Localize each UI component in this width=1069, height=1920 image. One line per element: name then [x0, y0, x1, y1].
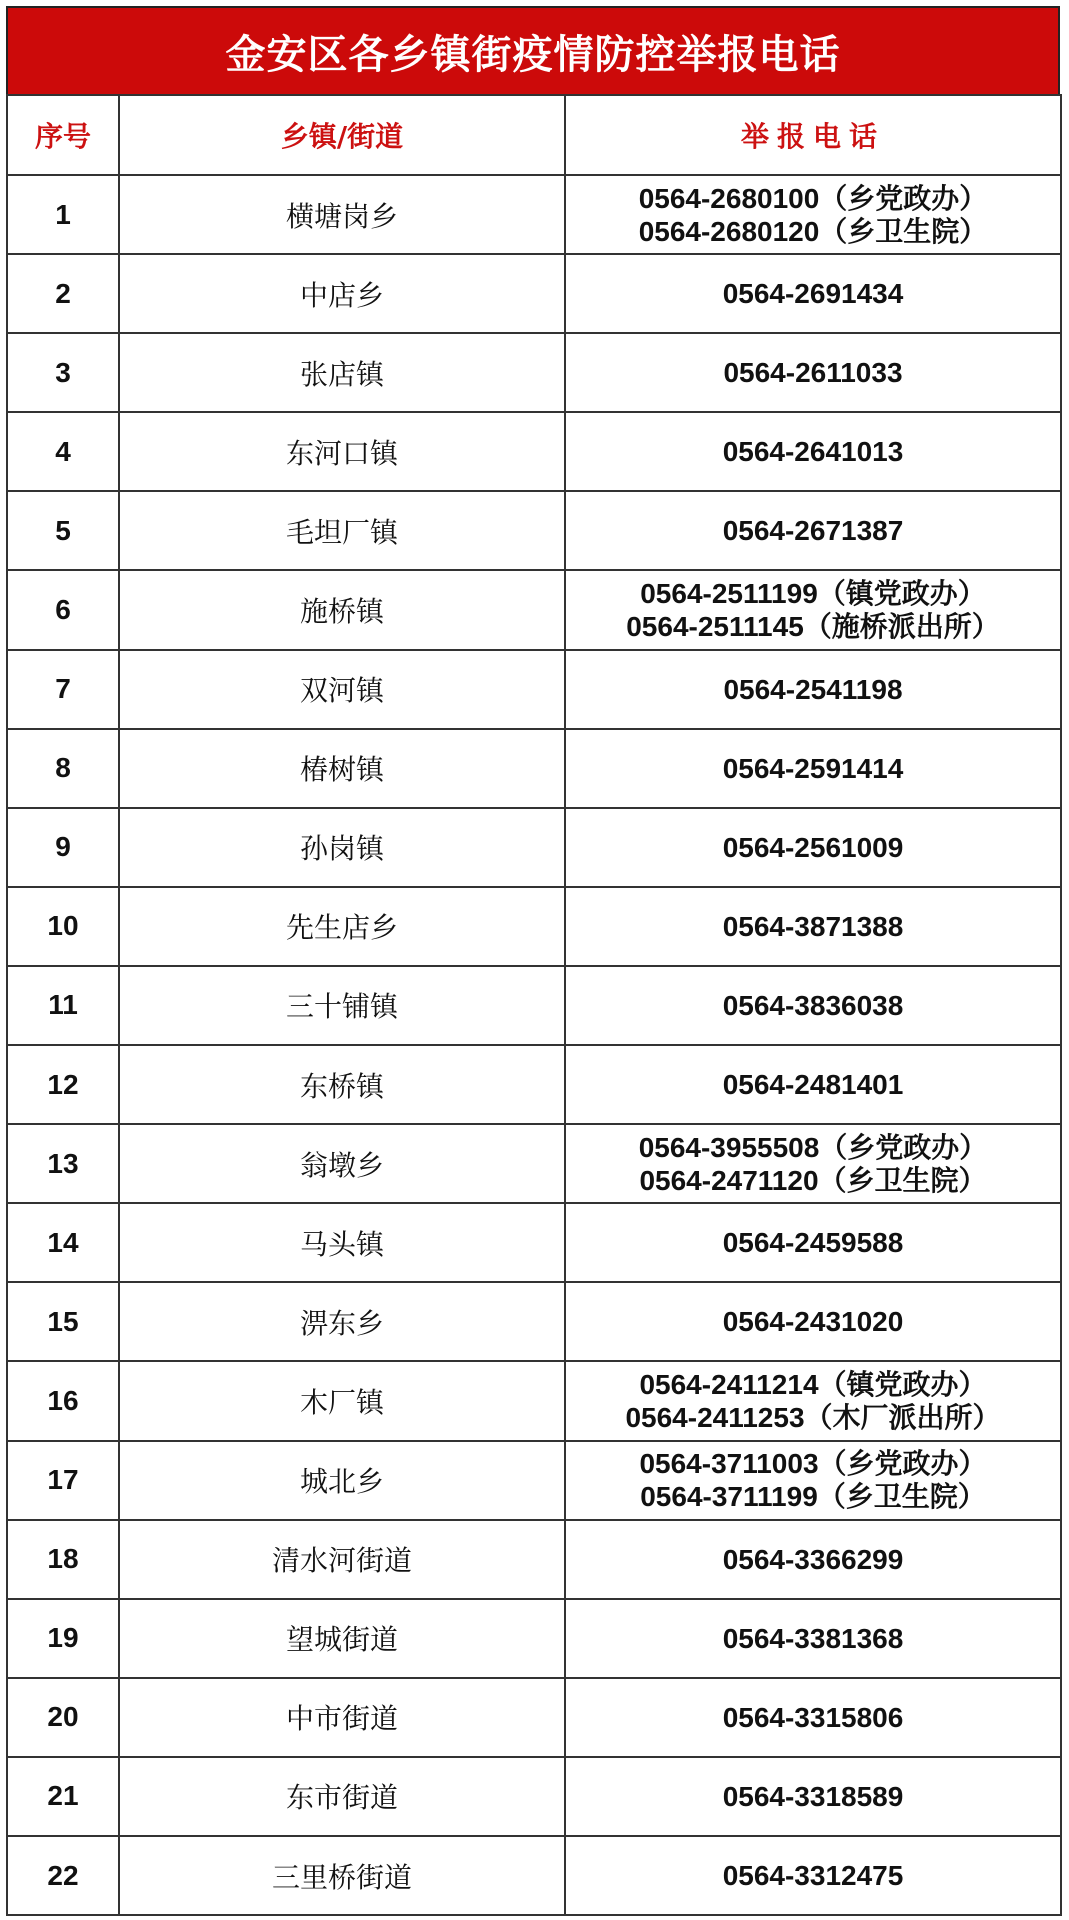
row-phone-cell: [565, 1441, 1061, 1520]
phone-number: 0564-2459588: [722, 1227, 904, 1259]
row-phone-cell: [565, 412, 1061, 491]
row-phone-cell: [565, 1203, 1061, 1282]
row-town: 东河口镇: [119, 412, 565, 491]
row-index: 6: [7, 570, 119, 649]
row-town: 横塘岗乡: [119, 175, 565, 254]
phone-number: 0564-3711199（乡卫生院）: [640, 1481, 986, 1513]
row-index: 7: [7, 650, 119, 729]
table-row: [7, 1203, 1061, 1282]
row-phone-cell: [565, 729, 1061, 808]
row-phone-cell: [565, 1361, 1061, 1440]
phone-number: 0564-3315806: [722, 1701, 904, 1733]
table-row: [7, 491, 1061, 570]
row-index: 9: [7, 808, 119, 887]
table-row: [7, 175, 1061, 254]
row-index: 11: [7, 966, 119, 1045]
phone-number: 0564-2671387: [722, 515, 904, 547]
row-phone-cell: [565, 1757, 1061, 1836]
phone-number: 0564-2411253（木厂派出所）: [625, 1401, 1001, 1433]
row-town: 中市街道: [119, 1678, 565, 1757]
row-index: 15: [7, 1282, 119, 1361]
row-town: 椿树镇: [119, 729, 565, 808]
phone-number: 0564-3836038: [722, 989, 904, 1021]
table-row: [7, 887, 1061, 966]
phone-number: 0564-2411214（镇党政办）: [639, 1368, 987, 1400]
table-row: [7, 333, 1061, 412]
row-town: 张店镇: [119, 333, 565, 412]
phone-number: 0564-3318589: [722, 1780, 904, 1812]
table-row: [7, 1678, 1061, 1757]
phone-number: 0564-2471120（乡卫生院）: [639, 1164, 987, 1196]
header-town: 乡镇/街道: [119, 95, 565, 175]
row-town: 城北乡: [119, 1441, 565, 1520]
row-town: 先生店乡: [119, 887, 565, 966]
row-phone-cell: [565, 1836, 1061, 1915]
phone-number: 0564-2511199（镇党政办）: [640, 578, 986, 610]
row-town: 三十铺镇: [119, 966, 565, 1045]
phone-number: 0564-2481401: [722, 1069, 904, 1101]
table-body: [7, 175, 1061, 1915]
row-town: 木厂镇: [119, 1361, 565, 1440]
table-row: [7, 254, 1061, 333]
row-phone-cell: [565, 1520, 1061, 1599]
phone-number: 0564-2541198: [723, 673, 903, 705]
row-index: 14: [7, 1203, 119, 1282]
table-row: [7, 729, 1061, 808]
row-index: 1: [7, 175, 119, 254]
row-phone-cell: [565, 1282, 1061, 1361]
row-town: 中店乡: [119, 254, 565, 333]
table-row: [7, 1361, 1061, 1440]
table-header-row: [7, 95, 1061, 175]
row-index: 21: [7, 1757, 119, 1836]
row-town: 清水河街道: [119, 1520, 565, 1599]
phone-number: 0564-2561009: [722, 831, 904, 863]
table-row: [7, 1520, 1061, 1599]
row-town: 毛坦厂镇: [119, 491, 565, 570]
phone-number: 0564-3312475: [722, 1860, 904, 1892]
row-phone-cell: [565, 491, 1061, 570]
row-town: 马头镇: [119, 1203, 565, 1282]
row-index: 22: [7, 1836, 119, 1915]
table-row: [7, 1124, 1061, 1203]
phone-number: 0564-2611033: [723, 357, 903, 389]
row-index: 10: [7, 887, 119, 966]
row-index: 19: [7, 1599, 119, 1678]
row-index: 20: [7, 1678, 119, 1757]
row-town: 双河镇: [119, 650, 565, 729]
table-row: [7, 570, 1061, 649]
table-row: [7, 1045, 1061, 1124]
row-phone-cell: [565, 333, 1061, 412]
row-town: 翁墩乡: [119, 1124, 565, 1203]
row-town: 东桥镇: [119, 1045, 565, 1124]
row-phone-cell: [565, 966, 1061, 1045]
table-row: [7, 1757, 1061, 1836]
row-phone-cell: [565, 1678, 1061, 1757]
table-row: [7, 1836, 1061, 1915]
phone-number: 0564-2680100（乡党政办）: [638, 182, 988, 214]
table-row: [7, 1282, 1061, 1361]
table-row: [7, 1599, 1061, 1678]
phone-number: 0564-3871388: [722, 910, 904, 942]
row-index: 16: [7, 1361, 119, 1440]
phone-number: 0564-2691434: [722, 278, 904, 310]
phone-number: 0564-3381368: [722, 1622, 904, 1654]
row-index: 4: [7, 412, 119, 491]
row-index: 5: [7, 491, 119, 570]
table-row: [7, 966, 1061, 1045]
row-index: 3: [7, 333, 119, 412]
phone-number: 0564-3955508（乡党政办）: [638, 1131, 988, 1163]
phone-number: 0564-2680120（乡卫生院）: [638, 215, 988, 247]
phone-number: 0564-2431020: [722, 1306, 904, 1338]
row-index: 12: [7, 1045, 119, 1124]
row-phone-cell: [565, 570, 1061, 649]
row-phone-cell: [565, 1124, 1061, 1203]
row-phone-cell: [565, 1045, 1061, 1124]
page-title: 金安区各乡镇街疫情防控举报电话: [6, 6, 1060, 94]
row-town: 施桥镇: [119, 570, 565, 649]
row-index: 17: [7, 1441, 119, 1520]
row-town: 望城街道: [119, 1599, 565, 1678]
row-town: 淠东乡: [119, 1282, 565, 1361]
row-phone-cell: [565, 808, 1061, 887]
row-index: 8: [7, 729, 119, 808]
row-index: 13: [7, 1124, 119, 1203]
phone-number: 0564-2511145（施桥派出所）: [626, 611, 1000, 643]
row-phone-cell: [565, 175, 1061, 254]
header-index: 序号: [7, 95, 119, 175]
row-town: 三里桥街道: [119, 1836, 565, 1915]
row-index: 18: [7, 1520, 119, 1599]
phone-number: 0564-3711003（乡党政办）: [639, 1448, 987, 1480]
row-town: 东市街道: [119, 1757, 565, 1836]
header-phone: 举报电话: [565, 95, 1061, 175]
row-phone-cell: [565, 1599, 1061, 1678]
phone-number: 0564-2641013: [722, 436, 904, 468]
table-row: [7, 1441, 1061, 1520]
row-index: 2: [7, 254, 119, 333]
row-town: 孙岗镇: [119, 808, 565, 887]
table-row: [7, 808, 1061, 887]
table-row: [7, 412, 1061, 491]
row-phone-cell: [565, 254, 1061, 333]
report-phone-sheet: [6, 6, 1060, 1916]
phone-number: 0564-3366299: [722, 1543, 904, 1575]
row-phone-cell: [565, 887, 1061, 966]
phone-number: 0564-2591414: [722, 752, 904, 784]
table-row: [7, 650, 1061, 729]
row-phone-cell: [565, 650, 1061, 729]
phone-table: [6, 94, 1062, 1916]
